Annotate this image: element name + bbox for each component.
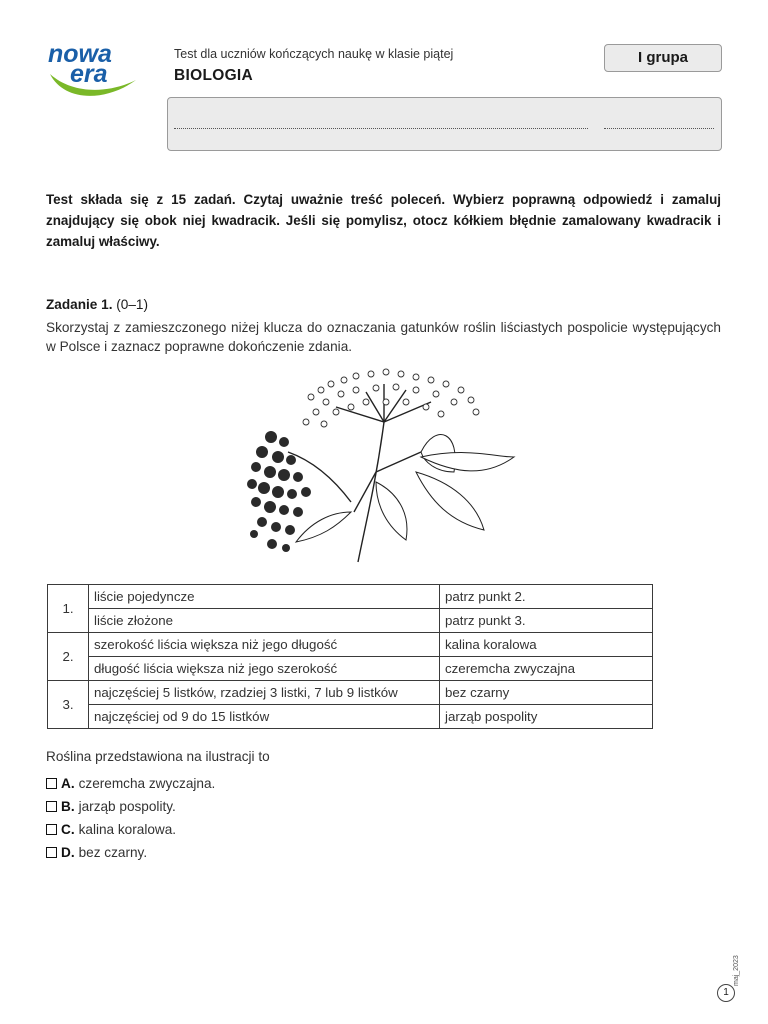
key-description: liście pojedyncze <box>89 585 440 609</box>
task-number: Zadanie 1. <box>46 297 113 312</box>
test-subtitle: Test dla uczniów kończących naukę w klasie piątej <box>174 47 454 61</box>
document-code: maj_2023 <box>733 955 740 986</box>
page-number: 1 <box>717 984 735 1002</box>
group-label: I grupa <box>604 44 722 72</box>
answer-text: bez czarny. <box>78 845 148 860</box>
answer-option-a[interactable] <box>46 772 215 795</box>
elder-plant-illustration <box>226 362 538 574</box>
key-result: patrz punkt 3. <box>440 609 653 633</box>
task-points: (0–1) <box>116 297 148 312</box>
key-result: czeremcha zwyczajna <box>440 657 653 681</box>
answer-text: czeremcha zwyczajna. <box>78 776 216 791</box>
key-description: szerokość liścia większa niż jego długość <box>89 633 440 657</box>
answer-text: jarząb pospolity. <box>78 799 176 814</box>
key-result: jarząb pospolity <box>440 705 653 729</box>
answer-letter: A. <box>61 776 75 791</box>
logo-text-line1: nowa <box>48 40 112 68</box>
test-instructions: Test składa się z 15 zadań. Czytaj uważnie treść poleceń. Wybierz poprawną odpowiedź i zamaluj znajdujący się obok niej kwadracik. Jeśli się pomylisz, otocz kółkiem błędnie zamalowany kwadracik i zamaluj właściwy. <box>46 192 721 249</box>
key-step-number: 1. <box>48 585 89 633</box>
key-step-number: 2. <box>48 633 89 681</box>
answer-text: kalina koralowa. <box>78 822 177 837</box>
key-description: najczęściej od 9 do 15 listków <box>89 705 440 729</box>
table-row <box>48 705 653 729</box>
task-text: Skorzystaj z zamieszczonego niżej klucza do oznaczania gatunków roślin liściastych pospolicie występujących w Polsce i zaznacz poprawne dokończenie zdania. <box>46 320 721 354</box>
logo-text-line2: era <box>70 60 108 88</box>
answer-option-b[interactable] <box>46 795 215 818</box>
key-description: liście złożone <box>89 609 440 633</box>
answer-checkbox[interactable] <box>46 801 57 812</box>
answer-list <box>46 772 215 864</box>
nowa-era-logo <box>44 40 140 104</box>
name-dotted-line[interactable] <box>174 118 588 129</box>
answer-checkbox[interactable] <box>46 778 57 789</box>
answer-option-c[interactable] <box>46 818 215 841</box>
student-name-box[interactable] <box>167 97 722 151</box>
task-title <box>46 297 148 312</box>
key-description: najczęściej 5 listków, rzadziej 3 listki, 7 lub 9 listków <box>89 681 440 705</box>
class-dotted-line[interactable] <box>604 118 714 129</box>
table-row <box>48 585 653 609</box>
answer-letter: C. <box>61 822 75 837</box>
key-description: długość liścia większa niż jego szerokość <box>89 657 440 681</box>
key-step-number: 3. <box>48 681 89 729</box>
table-row <box>48 681 653 705</box>
answer-letter: B. <box>61 799 75 814</box>
answer-option-d[interactable] <box>46 841 215 864</box>
answer-checkbox[interactable] <box>46 847 57 858</box>
key-result: bez czarny <box>440 681 653 705</box>
key-result: kalina koralowa <box>440 633 653 657</box>
key-result: patrz punkt 2. <box>440 585 653 609</box>
species-key-table <box>47 584 653 729</box>
table-row <box>48 657 653 681</box>
question-stem: Roślina przedstawiona na ilustracji to <box>46 749 270 764</box>
table-row <box>48 633 653 657</box>
table-row <box>48 609 653 633</box>
subject-title: BIOLOGIA <box>174 67 254 84</box>
answer-letter: D. <box>61 845 75 860</box>
answer-checkbox[interactable] <box>46 824 57 835</box>
